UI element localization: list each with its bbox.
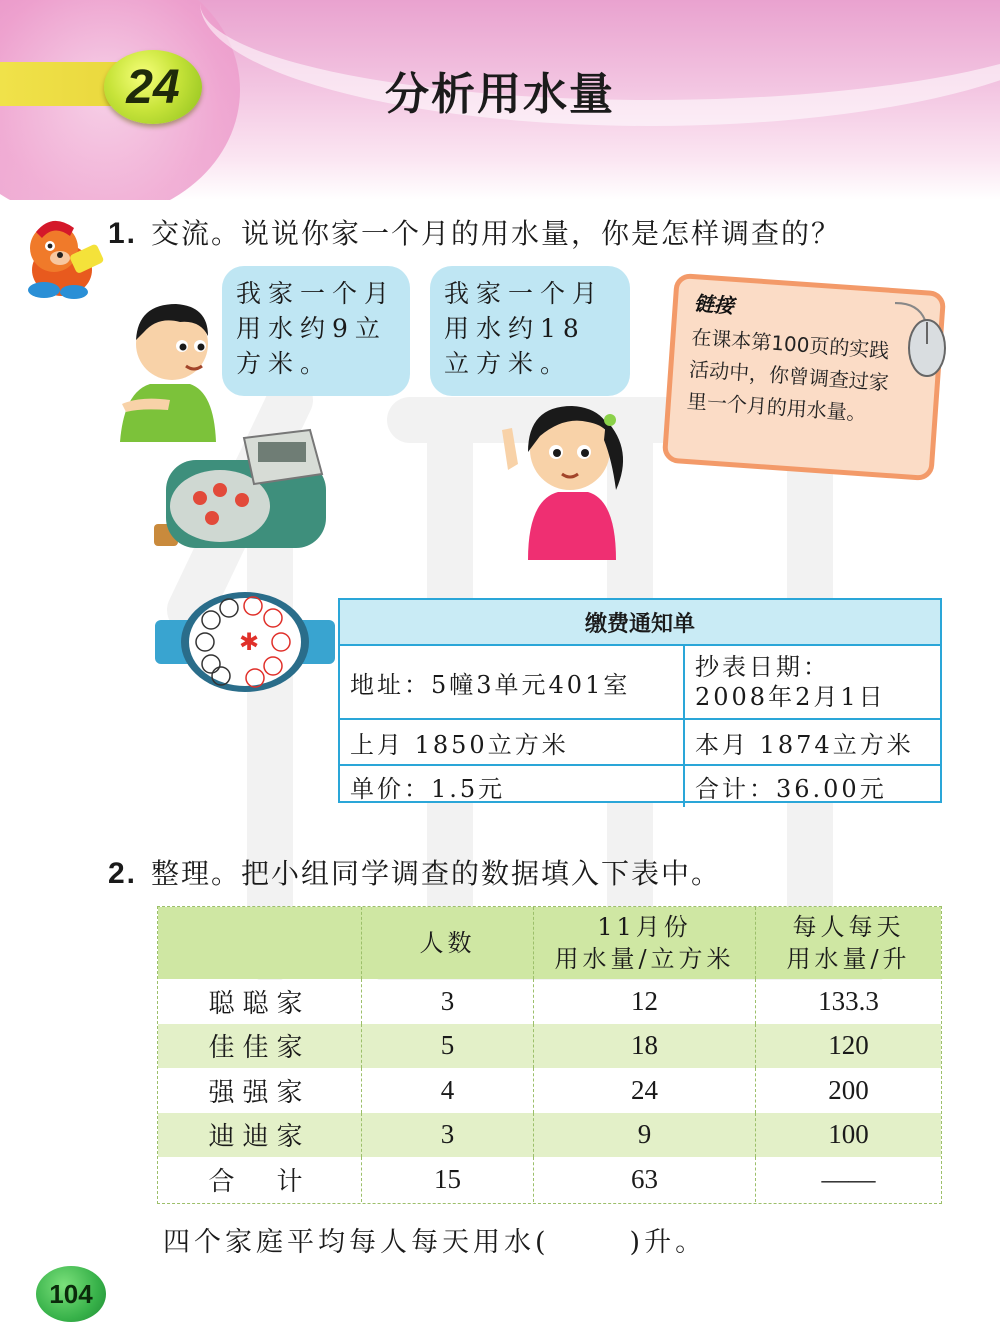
table-header-row xyxy=(158,907,941,979)
table-cell: 133.3 xyxy=(818,985,879,1016)
question2-number: 2. xyxy=(108,857,138,890)
link-label: 链接 xyxy=(693,291,735,318)
water-usage-table xyxy=(157,906,942,1204)
table-cell: 120 xyxy=(828,1030,869,1061)
table-header-cell: 人数 xyxy=(362,907,534,979)
table-cell: —— xyxy=(821,1163,876,1194)
fill-in-text-after: )升。 xyxy=(629,1227,707,1258)
table-cell: 15 xyxy=(362,1157,534,1202)
girl-illustration xyxy=(488,380,638,560)
table-cell: 9 xyxy=(534,1113,756,1158)
fill-in-question xyxy=(163,1220,706,1259)
water-bill-table xyxy=(338,598,942,803)
table-row xyxy=(158,1068,941,1113)
page-number: 104 xyxy=(36,1266,106,1322)
question1-number: 1. xyxy=(108,217,138,250)
boy-speech-bubble: 我家一个月用水约9立方米。 xyxy=(222,266,410,396)
question2-text: 整理。把小组同学调查的数据填入下表中。 xyxy=(151,857,722,890)
table-cell: 3 xyxy=(362,1113,534,1158)
table-header-cell: 每人每天 用水量/升 xyxy=(786,913,911,973)
meter-dial-illustration xyxy=(155,590,335,695)
table-cell: 聪聪家 xyxy=(158,979,362,1024)
girl-speech-bubble: 我家一个月用水约18立方米。 xyxy=(430,266,630,396)
fill-in-text-before: 四个家庭平均每人每天用水( xyxy=(163,1227,550,1258)
table-cell: 佳佳家 xyxy=(158,1024,362,1069)
table-cell: 18 xyxy=(534,1024,756,1069)
page-header xyxy=(0,0,1000,200)
link-text: 在课本第100页的实践活动中，你曾调查过家里一个月的用水量。 xyxy=(686,325,891,426)
table-total-row xyxy=(158,1157,941,1202)
bill-address: 地址：5幢3单元401室 xyxy=(340,646,685,718)
bill-row xyxy=(340,646,940,720)
mascot-icon xyxy=(14,210,110,302)
bill-title: 缴费通知单 xyxy=(340,600,940,646)
bill-date-value: 2008年2月1日 xyxy=(695,683,886,711)
table-cell: 63 xyxy=(534,1157,756,1202)
question1-prompt xyxy=(108,212,841,252)
table-cell: 迪迪家 xyxy=(158,1113,362,1158)
table-cell: 100 xyxy=(828,1119,869,1150)
table-cell: 200 xyxy=(828,1074,869,1105)
bill-last-month: 上月 1850立方米 xyxy=(340,720,685,764)
table-cell: 5 xyxy=(362,1024,534,1069)
question2-prompt xyxy=(108,852,721,892)
table-cell: 24 xyxy=(534,1068,756,1113)
water-meter-illustration xyxy=(150,420,332,560)
bill-unit-price: 单价：1.5元 xyxy=(340,766,685,807)
table-cell: 4 xyxy=(362,1068,534,1113)
svg-text:✱: ✱ xyxy=(239,628,260,656)
table-cell: 合 计 xyxy=(158,1157,362,1202)
table-cell: 12 xyxy=(534,979,756,1024)
lesson-number-badge: 24 xyxy=(104,50,202,124)
table-row xyxy=(158,1113,941,1158)
bill-date-cell xyxy=(685,646,940,718)
table-cell: 强强家 xyxy=(158,1068,362,1113)
question1-text: 交流。说说你家一个月的用水量，你是怎样调查的？ xyxy=(151,217,842,250)
table-row xyxy=(158,1024,941,1069)
bill-row xyxy=(340,720,940,766)
bill-this-month: 本月 1874立方米 xyxy=(695,730,914,759)
page-title: 分析用水量 xyxy=(385,69,615,120)
bill-row xyxy=(340,766,940,807)
table-header-cell: 11月份 用水量/立方米 xyxy=(534,907,756,979)
bill-total: 合计：36.00元 xyxy=(695,775,887,803)
table-row xyxy=(158,979,941,1024)
bill-date-label: 抄表日期： xyxy=(695,653,830,681)
computer-mouse-icon xyxy=(895,300,955,380)
table-cell: 3 xyxy=(362,979,534,1024)
table-header-cell xyxy=(158,907,362,979)
